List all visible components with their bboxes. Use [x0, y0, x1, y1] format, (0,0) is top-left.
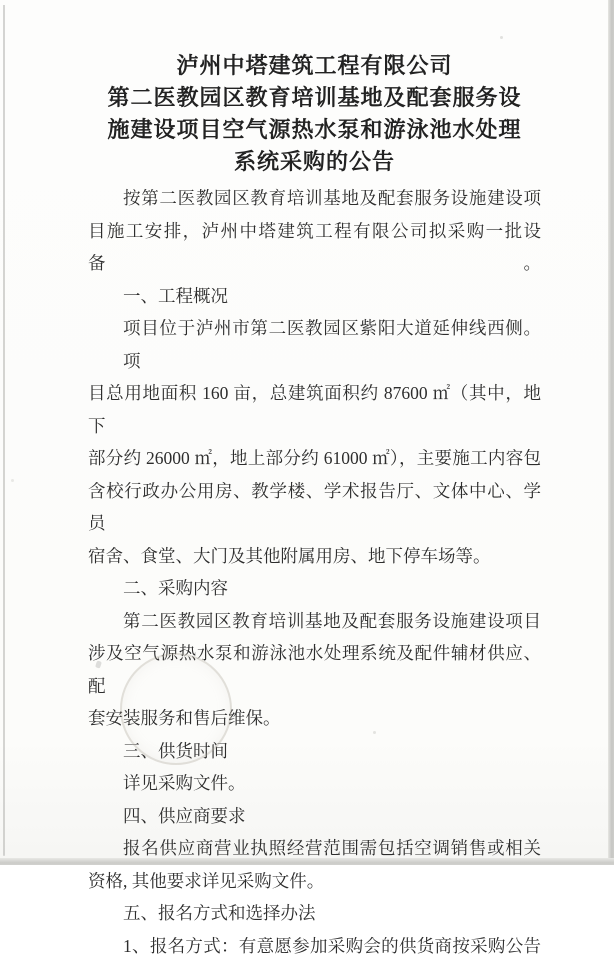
scan-edge-left [3, 5, 5, 856]
title-line: 第二医教园区教育培训基地及配套服务设 [88, 82, 541, 114]
text-line: 报名供应商营业执照经营范围需包括空调销售或相关 [88, 832, 541, 865]
text-line: 含校行政办公用房、教学楼、学术报告厅、文体中心、学员 [88, 475, 541, 540]
text-line: 1、报名方式：有意愿参加采购会的供货商按采购公告 [88, 930, 541, 962]
text-line: 目施工安排，泸州中塔建筑工程有限公司拟采购一批设备。 [88, 215, 541, 280]
heading-line: 一、工程概况 [88, 280, 541, 313]
text-line: 目总用地面积 160 亩，总建筑面积约 87600 ㎡（其中，地下 [88, 377, 541, 442]
heading-line: 二、采购内容 [88, 572, 541, 605]
scan-speck [11, 479, 14, 482]
document-title [88, 50, 541, 178]
title-line: 泸州中塔建筑工程有限公司 [88, 50, 541, 82]
scan-edge-right [608, 0, 614, 865]
title-line: 系统采购的公告 [88, 146, 541, 178]
text-line: 第二医教园区教育培训基地及配套服务设施建设项目 [88, 605, 541, 638]
text-line: 部分约 26000 ㎡，地上部分约 61000 ㎡），主要施工内容包 [88, 442, 541, 475]
stamp-watermark-circle [120, 653, 232, 765]
scan-edge-bottom [0, 858, 614, 865]
text-line: 按第二医教园区教育培训基地及配套服务设施建设项 [88, 182, 541, 215]
text-line: 资格, 其他要求详见采购文件。 [88, 865, 541, 898]
text-line: 项目位于泸州市第二医教园区紫阳大道延伸线西侧。项 [88, 312, 541, 377]
text-line: 详见采购文件。 [88, 767, 541, 800]
title-line: 施建设项目空气源热水泵和游泳池水处理 [88, 114, 541, 146]
scan-speck [373, 731, 376, 734]
text-line: 套安装服务和售后维保。 [88, 702, 541, 735]
text-line: 涉及空气源热水泵和游泳池水处理系统及配件辅材供应、配 [88, 637, 541, 702]
document-body [88, 182, 541, 962]
scan-speck [500, 36, 503, 39]
heading-line: 五、报名方式和选择办法 [88, 897, 541, 930]
text-line: 宿舍、食堂、大门及其他附属用房、地下停车场等。 [88, 540, 541, 573]
heading-line: 四、供应商要求 [88, 800, 541, 833]
heading-line: 三、供货时间 [88, 735, 541, 768]
document-content [88, 50, 541, 962]
